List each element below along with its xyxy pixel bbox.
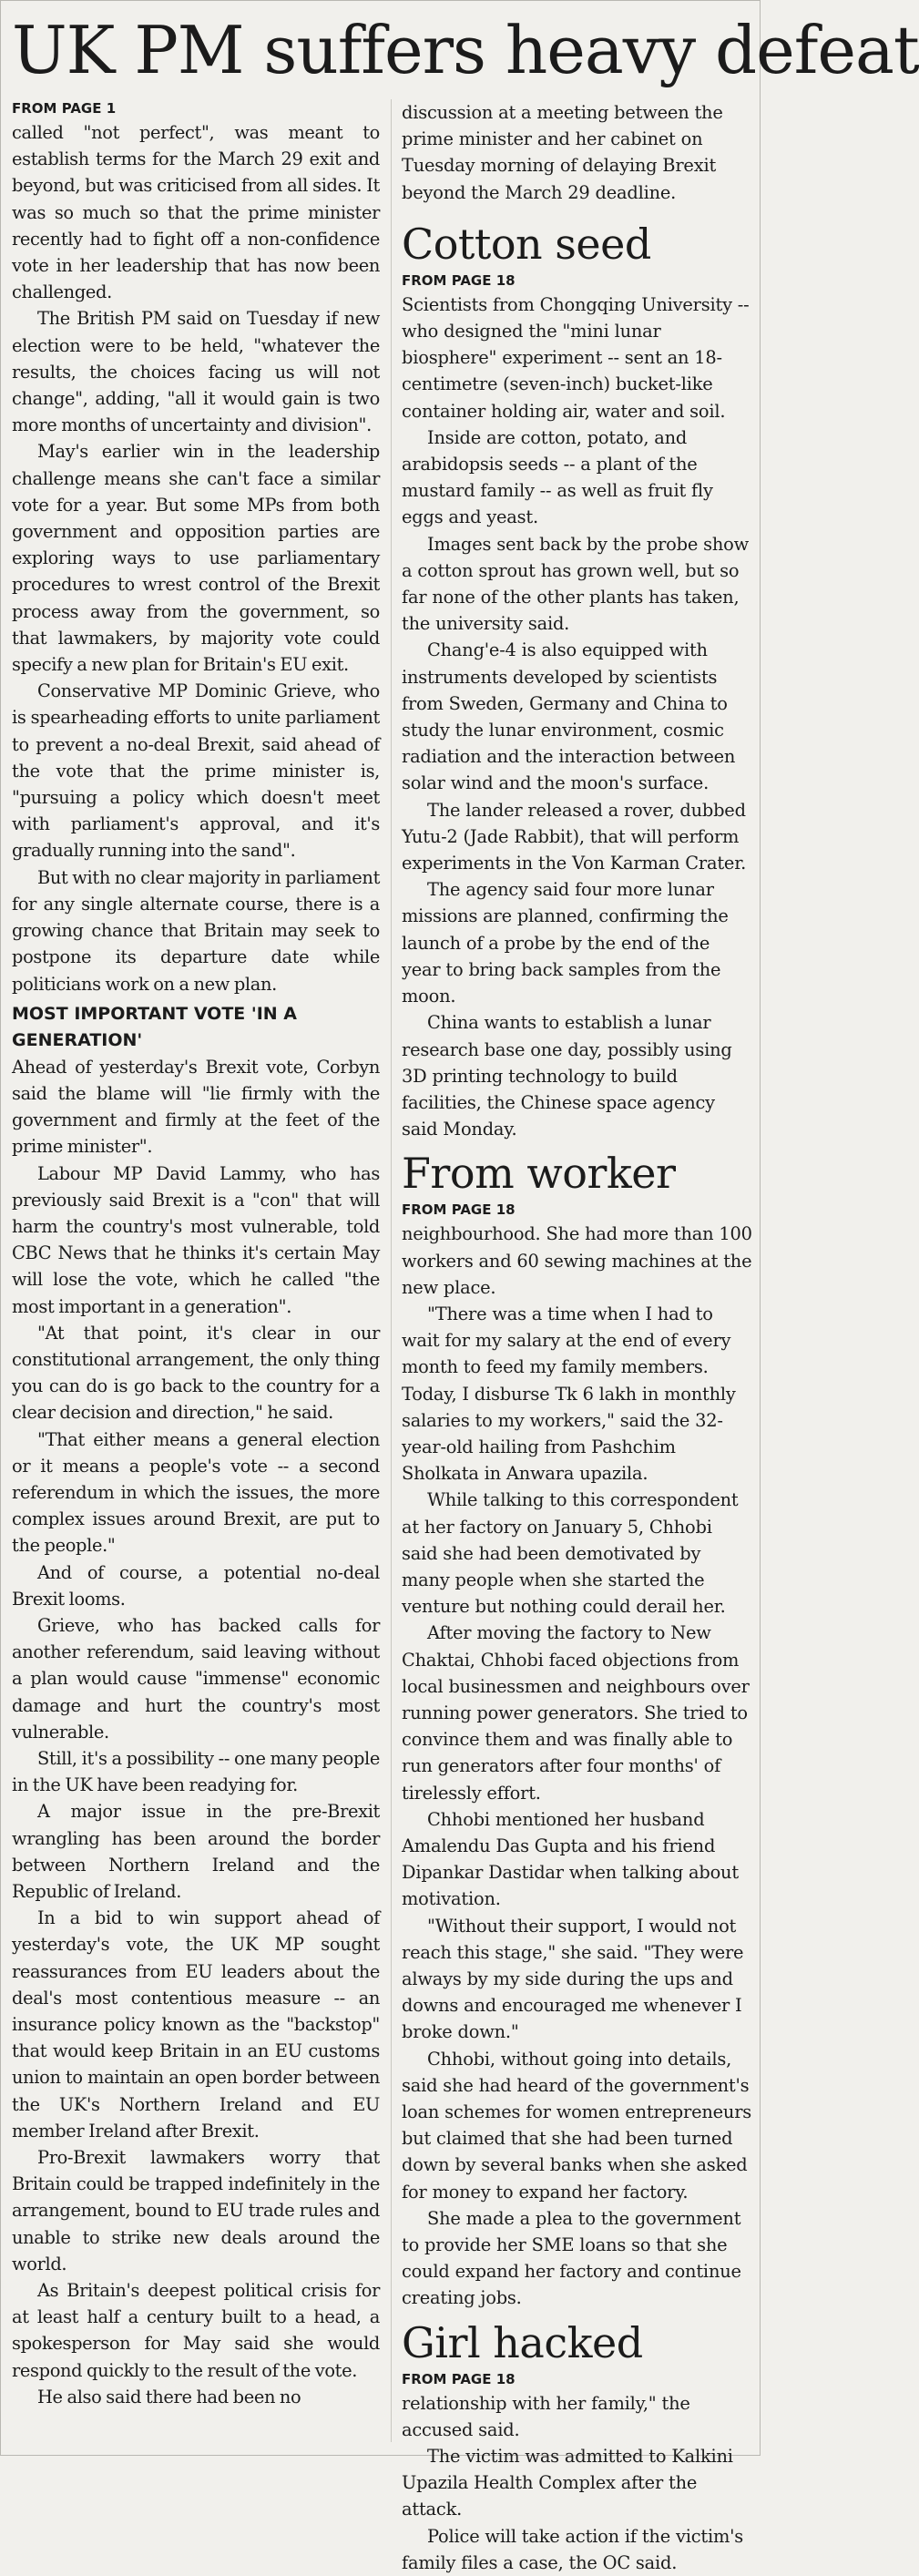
worker-story-title: From worker — [402, 1149, 676, 1199]
cotton-story-paragraph: Chang'e-4 is also equipped with instruments developed by scientists from Sweden, Germany and China to study the lunar environment, cosmic radiation and the interaction between solar wind and the moon's surface. — [402, 639, 736, 794]
worker-story-paragraph: Chhobi mentioned her husband Amalendu Das Gupta and his friend Dipankar Dastidar when talking about motivation. — [402, 1808, 739, 1910]
right-column — [402, 99, 752, 2576]
uk-story-paragraph: May's earlier win in the leadership challenge means she can't face a similar vote for a year. But some MPs from both government and opposition parties are exploring ways to use parliamentary procedures to wrest control of the Brexit process away from the government, so that lawmakers, by majority vote could specify a new plan for Britain's EU exit. — [12, 441, 380, 676]
worker-story-paragraph: She made a plea to the government to provide her SME loans so that she could expand her factory and continue creating jobs. — [402, 2207, 741, 2309]
girl-story-paragraph: relationship with her family," the accused said. — [402, 2392, 690, 2440]
uk-story-paragraph: "That either means a general election or it means a people's vote -- a second referendum in which the issues, the more complex issues around Brexit, are put to the people." — [12, 1428, 380, 1557]
uk-story-paragraph: Ahead of yesterday's Brexit vote, Corbyn said the blame will "lie firmly with the government and firmly at the feet of the prime minister". — [12, 1056, 380, 1158]
girl-story-title: Girl hacked — [402, 2317, 643, 2367]
uk-story-paragraph: "At that point, it's clear in our constitutional arrangement, the only thing you can do is go back to the country for a clear decision and direction," he said. — [12, 1322, 380, 1424]
worker-story-paragraph: While talking to this correspondent at her factory on January 5, Chhobi said she had been demotivated by many people when she started the venture but nothing could derail her. — [402, 1489, 739, 1618]
girl-story-jump-line: FROM PAGE 18 — [402, 2370, 516, 2387]
uk-story-paragraph: In a bid to win support ahead of yesterday's vote, the UK MP sought reassurances from EU leaders about the deal's most contentious measure -- an insurance policy known as the "backstop" that would keep Britain in an EU customs union to maintain an open border between the UK's Northern Ireland and EU member Ireland after Brexit. — [12, 1907, 380, 2142]
uk-story-paragraph: Still, it's a possibility -- one many people in the UK have been readying for. — [12, 1747, 380, 1796]
uk-story-paragraph: And of course, a potential no-deal Brexit looms. — [12, 1561, 380, 1610]
cotton-story-paragraph: China wants to establish a lunar research base one day, possibly using 3D printing technology to build facilities, the Chinese space agency said Monday. — [402, 1012, 732, 1140]
worker-story-paragraph: Chhobi, without going into details, said she had heard of the government's loan schemes for women entrepreneurs but claimed that she had been turned down by several banks when she asked for money to expand her factory. — [402, 2048, 752, 2203]
uk-story-paragraph: He also said there had been no — [37, 2386, 301, 2407]
column-divider — [391, 99, 392, 2442]
uk-story-paragraph: But with no clear majority in parliament for any single alternate course, there is a growing chance that Britain may seek to postpone its departure date while politicians work on a new plan. — [12, 866, 381, 995]
cotton-story-paragraph: Images sent back by the probe show a cotton sprout has grown well, but so far none of the other plants has taken, the university said. — [402, 533, 749, 635]
uk-story-paragraph: The British PM said on Tuesday if new election were to be held, "whatever the results, the choices facing us will not change", adding, "all it would gain is two more months of uncertainty and division". — [12, 308, 380, 436]
uk-story — [12, 99, 380, 2410]
girl-story-paragraph: Police will take action if the victim's family files a case, the OC said. — [402, 2525, 744, 2573]
uk-story-paragraph: Pro-Brexit lawmakers worry that Britain could be trapped indefinitely in the arrangement, bound to EU trade rules and unable to strike new deals around the world. — [12, 2147, 380, 2274]
cotton-story-paragraph: The lander released a rover, dubbed Yutu-2 (Jade Rabbit), that will perform experiments in the Von Karman Crater. — [402, 799, 747, 874]
worker-story-jump-line: FROM PAGE 18 — [402, 1201, 516, 1219]
uk-story-paragraph: Grieve, who has backed calls for another referendum, said leaving without a plan would cause "immense" economic damage and hurt the country's most vulnerable. — [12, 1614, 380, 1743]
worker-story-paragraph: neighbourhood. She had more than 100 workers and 60 sewing machines at the new place. — [402, 1223, 752, 1298]
uk-story-continuation: discussion at a meeting between the prime minister and her cabinet on Tuesday morning of delaying Brexit beyond the March 29 deadline. — [402, 102, 723, 203]
uk-story-paragraph: As Britain's deepest political crisis for at least half a century built to a head, a spokesperson for May said she would respond quickly to the result of the vote. — [12, 2280, 380, 2381]
worker-story-paragraph: "Without their support, I would not reach this stage," she said. "They were always by my side during the ups and downs and encouraged me whenever I broke down." — [402, 1915, 744, 2043]
uk-story-paragraph: called "not perfect", was meant to establish terms for the March 29 exit and beyond, but was criticised from all sides. It was so much so that the prime minister recently had to fight off a non-confidence vote in her leadership that has now been challenged. — [12, 122, 380, 303]
uk-story-paragraph: A major issue in the pre-Brexit wrangling has been around the border between Northern Ireland and the Republic of Ireland. — [12, 1801, 380, 1902]
uk-story-paragraph: Conservative MP Dominic Grieve, who is spearheading efforts to unite parliament to prevent a no-deal Brexit, said ahead of the vote that the prime minister is, "pursuing a policy which doesn't meet with parliament's approval, and it's gradually running into the sand". — [12, 680, 380, 862]
cotton-story-paragraph: The agency said four more lunar missions are planned, confirming the launch of a probe by the end of the year to bring back samples from the moon. — [402, 879, 729, 1007]
cotton-story-paragraph: Scientists from Chongqing University -- who designed the "mini lunar biosphere" experiment -- sent an 18-centimetre (seven-inch) bucket-like container holding air, water and soil. — [402, 293, 750, 422]
page-headline: UK PM suffers heavy defeat — [12, 12, 919, 88]
uk-story-jump-line: FROM PAGE 1 — [12, 100, 117, 117]
uk-story-paragraph: Labour MP David Lammy, who has previously said Brexit is a "con" that will harm the country's most vulnerable, told CBC News that he thinks it's certain May will lose the vote, which he called "the most important in a generation". — [12, 1162, 380, 1317]
girl-story-paragraph: The victim was admitted to Kalkini Upazila Health Complex after the attack. — [402, 2446, 733, 2520]
cotton-story-jump-line: FROM PAGE 18 — [402, 271, 516, 289]
worker-story-paragraph: After moving the factory to New Chaktai, Chhobi faced objections from local businessmen and neighbours over running power generators. She tried to convince them and was finally able to run generators after four months' of tirelessly effort. — [402, 1622, 750, 1804]
cotton-story-title: Cotton seed — [402, 219, 651, 269]
worker-story-paragraph: "There was a time when I had to wait for my salary at the end of every month to feed my family members. Today, I disburse Tk 6 lakh in monthly salaries to my workers," said the 32-year-old hailing from Pashchim Sholkata in Anwara upazila. — [402, 1303, 736, 1485]
uk-story-subhead: MOST IMPORTANT VOTE 'IN A GENERATION' — [12, 1003, 297, 1050]
cotton-story-paragraph: Inside are cotton, potato, and arabidopsis seeds -- a plant of the mustard family -- as well as fruit fly eggs and yeast. — [402, 426, 713, 528]
